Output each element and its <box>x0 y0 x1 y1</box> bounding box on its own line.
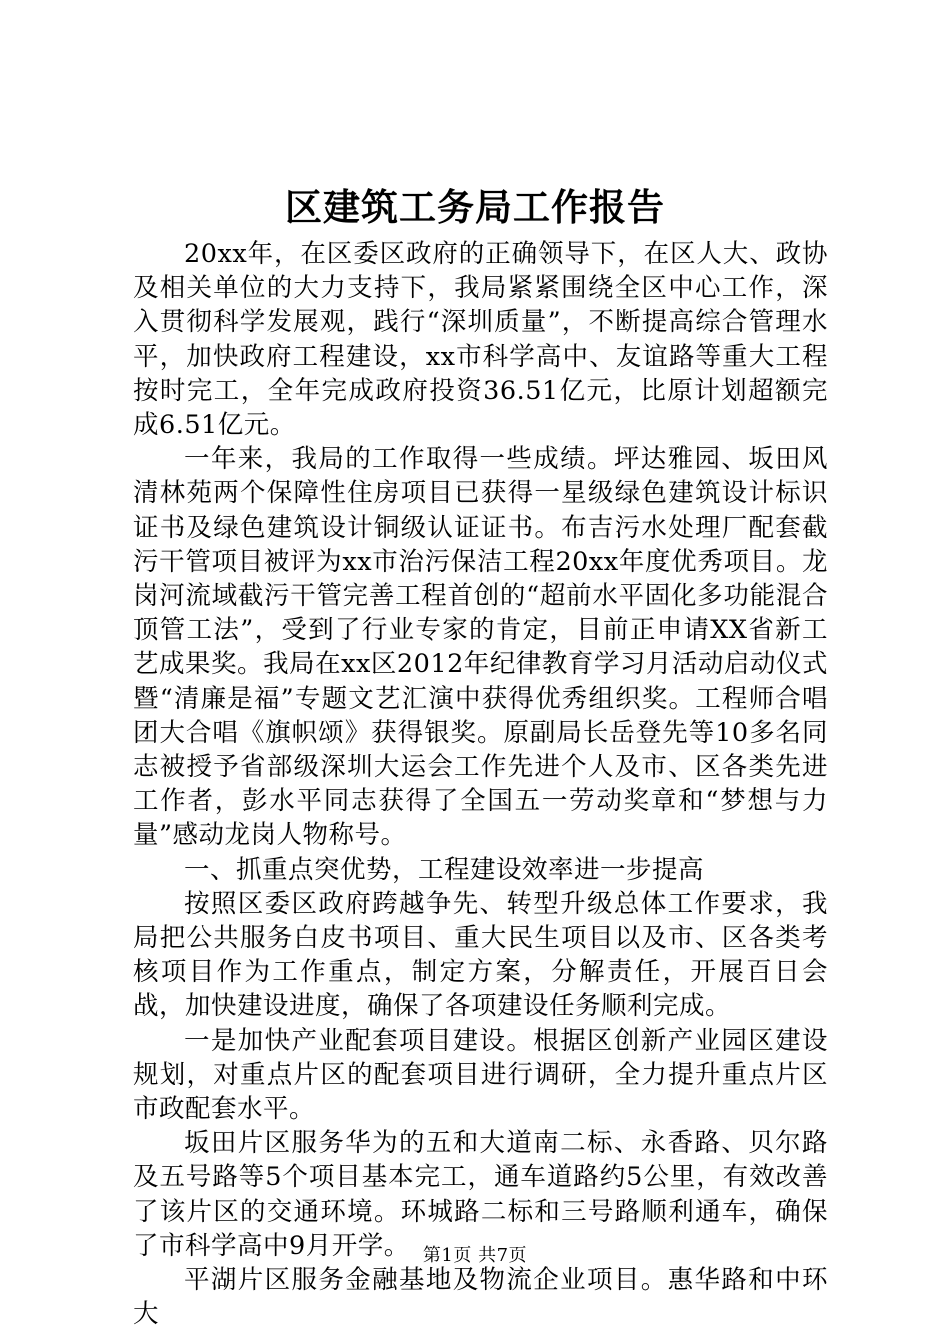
page-number-footer: 第1页 共7页 <box>422 1245 528 1266</box>
section-heading-1: 一、抓重点突优势，工程建设效率进一步提高 <box>184 854 705 885</box>
paragraph-industry-projects: 一是加快产业配套项目建设。根据区创新产业园区建设规划，对重点片区的配套项目进行调研，全力提升重点片区市政配套水平。 <box>133 1025 828 1125</box>
paragraph-bantian: 坂田片区服务华为的五和大道南二标、永香路、贝尔路及五号路等5个项目基本完工，通车道路约5公里，有效改善了该片区的交通环境。环城路二标和三号路顺利通车，确保了市科学高中9月开学。 <box>133 1128 828 1261</box>
paragraph-achievements: 一年来，我局的工作取得一些成绩。坪达雅园、坂田风清林苑两个保障性住房项目已获得一星级绿色建筑设计标识证书及绿色建筑设计铜级认证证书。布吉污水处理厂配套截污干管项目被评为xx市治污保洁工程20xx年度优秀项目。龙岗河流域截污干管完善工程首创的“超前水平固化多功能混合顶管工法”，受到了行业专家的肯定，目前正申请XX省新工艺成果奖。我局在xx区2012年纪律教育学习月活动启动仪式暨“清廉是福”专题文艺汇演中获得优秀组织奖。工程师合唱团大合唱《旗帜颂》获得银奖。原副局长岳登先等10多名同志被授予省部级深圳大运会工作先进个人及市、区各类先进工作者，彭水平同志获得了全国五一劳动奖章和“梦想与力量”感动龙岗人物称号。 <box>133 444 828 851</box>
document-body <box>133 237 828 1332</box>
paragraph-section-1: 按照区委区政府跨越争先、转型升级总体工作要求，我局把公共服务白皮书项目、重大民生项目以及市、区各类考核项目作为工作重点，制定方案，分解责任，开展百日会战，加快建设进度，确保了各项建设任务顺利完成。 <box>133 888 828 1022</box>
paragraph-intro: 20xx年，在区委区政府的正确领导下，在区人大、政协及相关单位的大力支持下，我局紧紧围绕全区中心工作，深入贯彻科学发展观，践行“深圳质量”，不断提高综合管理水平，加快政府工程建设，xx市科学高中、友谊路等重大工程按时完工，全年完成政府投资36.51亿元，比原计划超额完成6.51亿元。 <box>133 239 828 441</box>
paragraph-pinghu: 平湖片区服务金融基地及物流企业项目。惠华路和中环大 <box>133 1265 828 1330</box>
document-title: 区建筑工务局工作报告 <box>285 185 665 229</box>
